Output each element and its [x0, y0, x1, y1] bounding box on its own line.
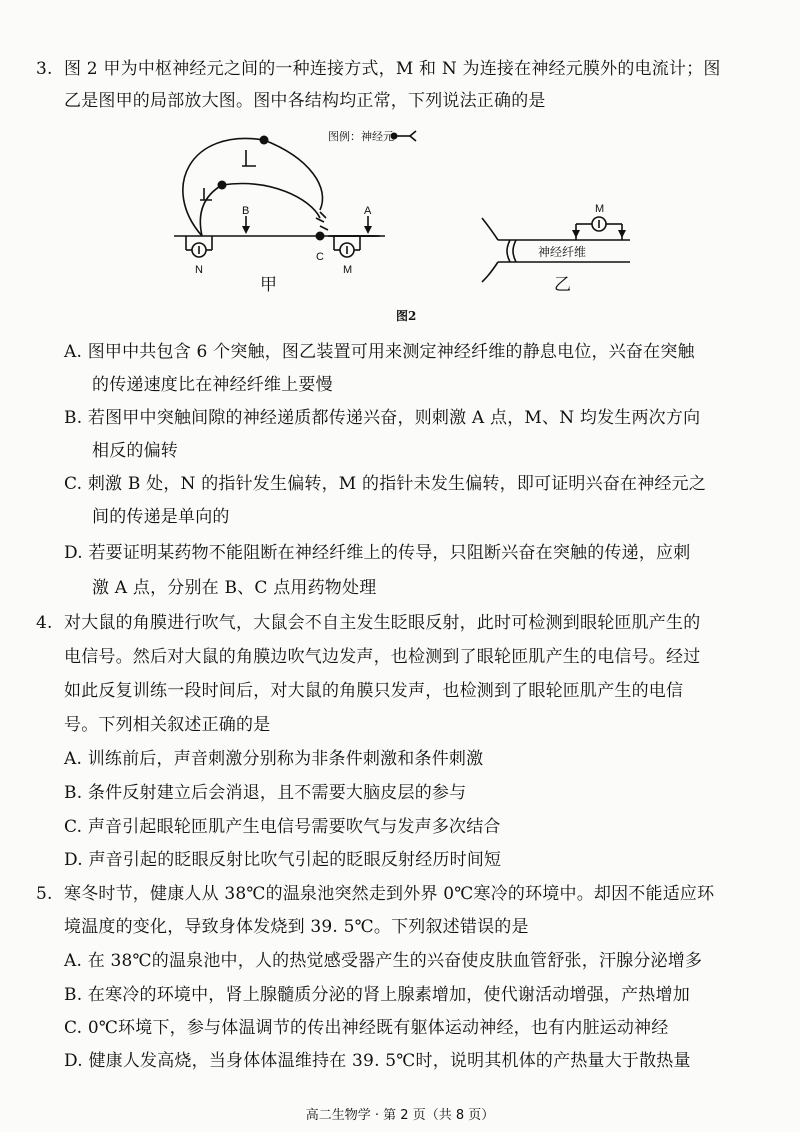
q5-option-c: C. 0℃环境下，参与体温调节的传出神经既有躯体运动神经，也有内脏运动神经	[64, 1018, 669, 1038]
q3-option-d-key: D.	[64, 543, 83, 563]
q5-option-b: B. 在寒冷的环境中，肾上腺髓质分泌的肾上腺素增加，使代谢活动增强，产热增加	[64, 985, 690, 1005]
label-jia: 甲	[260, 275, 277, 295]
q4-stem-line1: 4. 对大鼠的角膜进行吹气，大鼠会不自主发生眨眼反射，此时可检测到眼轮匝肌产生的	[36, 613, 701, 633]
yi-soma-flare	[482, 218, 498, 282]
q4-stem-line4: 号。下列相关叙述正确的是	[64, 715, 271, 735]
q3-option-c-line1: C. 刺激 B 处，N 的指针发生偏转，M 的指针未发生偏转，即可证明兴奋在神经元之	[64, 474, 707, 494]
q4-option-b: B. 条件反射建立后会消退，且不需要大脑皮层的参与	[64, 783, 467, 803]
q3-option-a-line2: 的传递速度比在神经纤维上要慢	[92, 375, 333, 395]
jia-loop-right	[264, 140, 323, 210]
figure-2	[160, 118, 660, 333]
q3-stem-line1: 3. 图 2 甲为中枢神经元之间的一种连接方式，M 和 N 为连接在神经元膜外的电流计；图	[36, 59, 721, 79]
jia-neuron-top	[260, 136, 269, 145]
q3-option-d-line2: 激 A 点，分别在 B、C 点用药物处理	[92, 578, 377, 598]
q3-option-a-line1: A. 图甲中共包含 6 个突触，图乙装置可用来测定神经纤维的静息电位，兴奋在突触	[64, 342, 695, 362]
q3-option-c-line2: 间的传递是单向的	[92, 507, 230, 527]
q4-stem-line3: 如此反复训练一段时间后，对大鼠的角膜只发声，也检测到了眼轮匝肌产生的电信	[64, 681, 684, 701]
q3-option-d-line1: D. 若要证明某药物不能阻断在神经纤维上的传导，只阻断兴奋在突触的传递，应刺	[64, 543, 691, 563]
q3-stem-line2: 乙是图甲的局部放大图。图中各结构均正常，下列说法正确的是	[64, 91, 546, 111]
arrowhead-a	[364, 226, 372, 234]
q3-option-b-key: B.	[64, 408, 83, 428]
q5-stem-line1: 5. 寒冬时节，健康人从 38℃的温泉池突然走到外界 0℃寒冷的环境中。却因不能适应环	[36, 884, 715, 904]
arrowhead-b	[242, 226, 250, 234]
q4-option-d: D. 声音引起的眨眼反射比吹气引起的眨眼反射经历时间短	[64, 850, 502, 870]
jia-synapse-c2	[320, 226, 328, 230]
label-yi: 乙	[554, 275, 571, 295]
figure-caption: 图2	[396, 309, 417, 323]
figure-2-drawing	[160, 118, 660, 333]
label-c: C	[316, 251, 324, 263]
jia-synapse-top	[242, 150, 256, 166]
q3-option-a-key: A.	[64, 342, 83, 362]
label-b: B	[242, 205, 250, 217]
q4-number: 4.	[36, 613, 53, 633]
q3-option-b-line2: 相反的偏转	[92, 441, 178, 461]
page-footer: 高二生物学 · 第 2 页（共 8 页）	[305, 1108, 495, 1123]
q4-option-c: C. 声音引起眼轮匝肌产生电信号需要吹气与发声多次结合	[64, 817, 501, 837]
q5-number: 5.	[36, 884, 53, 904]
label-m-yi: M	[595, 203, 605, 215]
q3-option-c-key: C.	[64, 474, 83, 494]
label-a: A	[364, 205, 372, 217]
q5-option-a: A. 在 38℃的温泉池中，人的热觉感受器产生的兴奋使皮肤血管舒张，汗腺分泌增多	[64, 951, 703, 971]
q3-number: 3.	[36, 59, 53, 79]
jia-neuron-low	[316, 232, 325, 241]
q4-stem-line2: 电信号。然后对大鼠的角膜边吹气边发声，也检测到了眼轮匝肌产生的电信号。经过	[64, 647, 701, 667]
jia-neuron-mid	[218, 181, 227, 190]
jia-mid-loop-right	[222, 184, 320, 218]
q5-option-d: D. 健康人发高烧，当身体体温维持在 39. 5℃时，说明其机体的产热量大于散热量	[64, 1051, 691, 1071]
q5-stem-line2: 境温度的变化，导致身体发烧到 39. 5℃。下列叙述错误的是	[64, 917, 529, 937]
legend-text: 图例：神经元	[328, 131, 394, 143]
q4-option-a: A. 训练前后，声音刺激分别称为非条件刺激和条件刺激	[64, 749, 484, 769]
label-m: M	[343, 264, 353, 276]
q3-option-b-line1: B. 若图甲中突触间隙的神经递质都传递兴奋，则刺激 A 点，M、N 均发生两次方向	[64, 408, 701, 428]
label-n: N	[195, 264, 203, 276]
label-fiber: 神经纤维	[538, 245, 587, 259]
